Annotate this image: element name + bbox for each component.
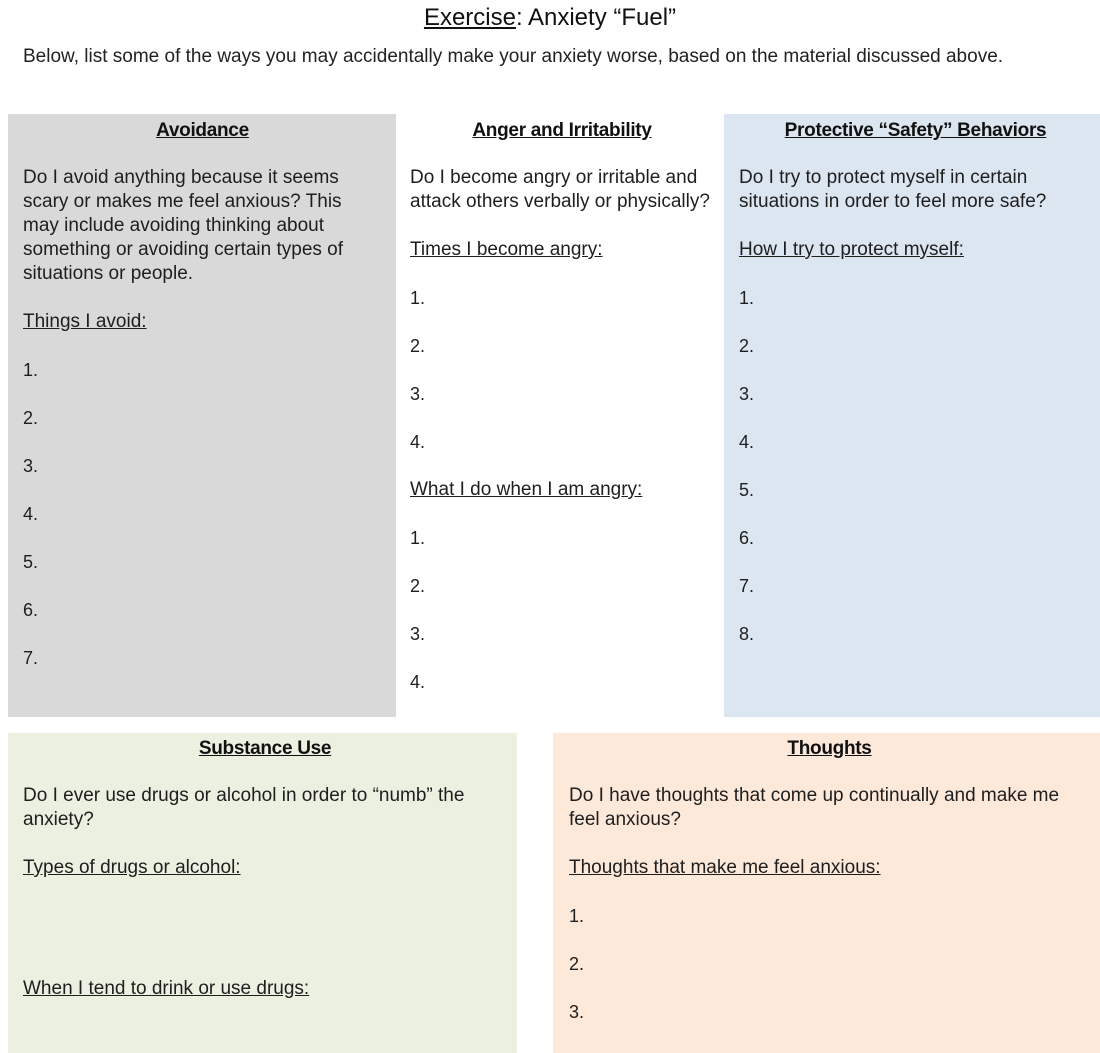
substance-heading: Substance Use [198,738,332,759]
thoughts-subheading: Thoughts that make me feel anxious: [569,857,881,878]
avoidance-item[interactable]: 4. [23,504,39,524]
safety-item[interactable]: 3. [739,384,755,404]
anger-section [396,114,724,724]
substance-subheading-types: Types of drugs or alcohol: [23,857,241,878]
safety-question: Do I try to protect myself in certain situations in order to feel more safe? [739,167,1047,212]
avoidance-heading: Avoidance [156,120,249,141]
anger-actions-item[interactable]: 2. [410,576,426,596]
title-rest: : Anxiety “Fuel” [515,4,677,31]
anger-times-item[interactable]: 4. [410,432,426,452]
avoidance-item[interactable]: 3. [23,456,39,476]
safety-item[interactable]: 2. [739,336,755,356]
safety-behaviors-section [724,114,1100,717]
thoughts-section [553,733,1100,1053]
anger-actions-item[interactable]: 3. [410,624,426,644]
thoughts-heading: Thoughts [787,738,872,759]
anger-subheading-actions: What I do when I am angry: [410,479,643,500]
title-prefix: Exercise [423,4,516,31]
safety-item[interactable]: 5. [739,480,755,500]
avoidance-question: Do I avoid anything because it seems scary or makes me feel anxious? This may include avoiding thinking about something or avoiding certain types of situations or people. [23,167,344,284]
intro-text: Below, list some of the ways you may accidentally make your anxiety worse, based on the material discussed above. [23,46,1004,67]
safety-subheading: How I try to protect myself: [739,239,964,260]
substance-subheading-when: When I tend to drink or use drugs: [23,978,310,999]
avoidance-section [8,114,396,717]
avoidance-item[interactable]: 2. [23,408,39,428]
substance-use-section [8,733,517,1053]
thoughts-question: Do I have thoughts that come up continually and make me feel anxious? [569,785,1060,830]
safety-item[interactable]: 7. [739,576,755,596]
anger-heading: Anger and Irritability [472,120,652,141]
avoidance-item[interactable]: 1. [23,360,39,380]
substance-types-answer-area[interactable] [23,880,507,977]
anger-times-item[interactable]: 3. [410,384,426,404]
anger-times-item[interactable]: 2. [410,336,426,356]
safety-item[interactable]: 1. [739,288,755,308]
substance-when-answer-area[interactable] [23,1001,507,1041]
anger-actions-item[interactable]: 1. [410,528,426,548]
anger-subheading-times: Times I become angry: [410,239,603,260]
safety-heading: Protective “Safety” Behaviors [784,120,1047,141]
avoidance-item[interactable]: 7. [23,648,39,668]
avoidance-item[interactable]: 5. [23,552,39,572]
thoughts-item[interactable]: 3. [569,1002,585,1022]
thoughts-item[interactable]: 2. [569,954,585,974]
safety-item[interactable]: 6. [739,528,755,548]
avoidance-item[interactable]: 6. [23,600,39,620]
safety-item[interactable]: 4. [739,432,755,452]
anger-times-item[interactable]: 1. [410,288,426,308]
thoughts-item[interactable]: 1. [569,906,585,926]
anger-question: Do I become angry or irritable and attack others verbally or physically? [410,167,710,212]
avoidance-subheading: Things I avoid: [23,311,147,332]
page-title [0,4,1100,32]
substance-question: Do I ever use drugs or alcohol in order to “numb” the anxiety? [23,785,465,830]
safety-item[interactable]: 8. [739,624,755,644]
anger-actions-item[interactable]: 4. [410,672,426,692]
